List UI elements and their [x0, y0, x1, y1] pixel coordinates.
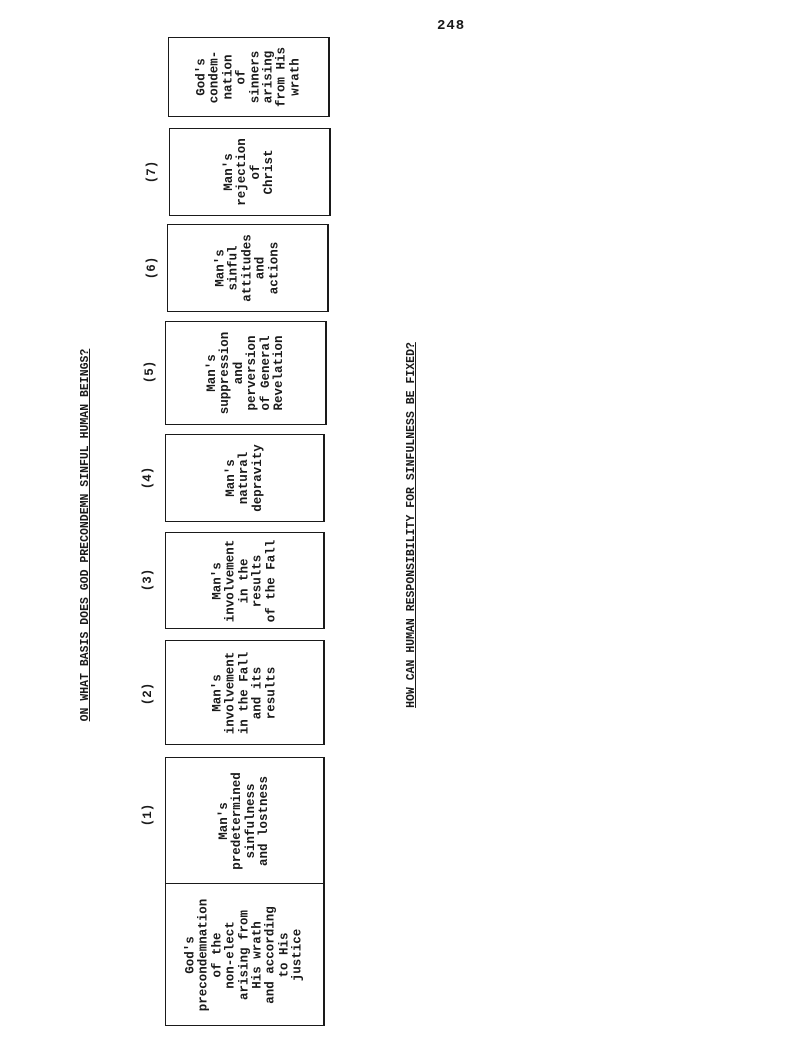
flow-box-8	[168, 37, 330, 117]
flow-box-line: actions	[266, 241, 281, 295]
flow-box-0	[165, 883, 325, 1026]
flow-box-line: and lostness	[256, 775, 271, 866]
flow-box-line: and according	[263, 905, 278, 1004]
flow-box-line: of the	[209, 932, 224, 978]
flow-box-line: results	[250, 554, 265, 607]
flow-box-text	[195, 47, 302, 107]
flow-box-line: Man's	[223, 459, 238, 497]
step-number: (6)	[145, 256, 159, 280]
flow-box-line: of the Fall	[263, 539, 278, 622]
flow-box-line: condem-	[207, 50, 222, 104]
flow-box-line: God's	[193, 58, 208, 96]
flow-box-line: and its	[250, 666, 265, 719]
flow-box-text	[184, 898, 305, 1011]
flow-box-line: sinfulness	[243, 783, 258, 859]
flow-box-line: God's	[183, 935, 198, 974]
flow-box-text	[211, 539, 278, 622]
flow-box-text	[218, 772, 272, 870]
flow-box-line: and	[231, 361, 246, 385]
flow-box-line: of	[248, 164, 263, 180]
flow-box-line: to His	[277, 932, 292, 978]
flow-box-line: Revelation	[271, 335, 286, 411]
flow-box-3	[165, 532, 325, 629]
step-number: (3)	[141, 568, 155, 592]
flow-box-line: Man's	[216, 801, 231, 840]
flow-box-line: depravity	[250, 444, 265, 512]
flow-box-line: in the Fall	[236, 651, 251, 734]
flow-box-line: nation	[220, 54, 235, 100]
flow-box-4	[165, 434, 325, 522]
flow-box-line: precondemnation	[196, 898, 211, 1011]
flow-box-line: Man's	[212, 249, 227, 287]
flow-box-line: justice	[290, 928, 305, 981]
flow-box-line: of General	[257, 335, 272, 411]
flow-box-line: His wrath	[250, 920, 265, 989]
flow-box-line: wrath	[287, 58, 302, 96]
flow-box-line: results	[263, 666, 278, 719]
flow-box-line: from His	[274, 46, 289, 108]
flow-box-1	[165, 757, 325, 884]
flow-box-line: and	[253, 256, 268, 280]
flow-box-line: predetermined	[230, 771, 245, 870]
chart-title: ON WHAT BASIS DOES GOD PRECONDEMN SINFUL HUMAN BEINGS?	[79, 348, 92, 722]
flow-box-line: Man's	[221, 153, 236, 191]
flow-box-text	[205, 332, 285, 415]
flow-box-line: Man's	[209, 561, 224, 600]
flow-box-line: of	[234, 69, 249, 85]
flow-box-text	[211, 651, 278, 734]
flow-box-7	[169, 128, 331, 216]
flow-box-line: suppression	[217, 331, 232, 415]
flow-box-line: Man's	[209, 673, 224, 712]
flow-box-line: non-elect	[223, 920, 238, 989]
flow-box-line: in the	[236, 557, 251, 604]
flow-box-5	[165, 321, 327, 425]
flow-box-line: perversion	[244, 335, 259, 411]
flow-box-line: rejection	[235, 138, 250, 206]
step-number: (4)	[141, 466, 155, 490]
step-number: (2)	[141, 682, 155, 706]
flow-box-line: Christ	[261, 149, 276, 195]
flow-box-line: arising	[260, 50, 275, 104]
step-number: (5)	[143, 360, 157, 384]
flow-box-text	[214, 234, 281, 302]
flow-box-line: attitudes	[239, 234, 254, 302]
chart-question: HOW CAN HUMAN RESPONSIBILITY FOR SINFULNESS BE FIXED?	[405, 342, 418, 708]
flow-box-line: arising from	[236, 909, 251, 1000]
flow-box-text	[223, 138, 277, 206]
flow-box-line: involvement	[223, 651, 238, 734]
flow-box-line: involvement	[223, 539, 238, 622]
flow-box-line: sinners	[247, 50, 262, 104]
step-number: (1)	[141, 803, 155, 827]
flow-box-text	[224, 444, 264, 512]
flow-box-6	[167, 224, 329, 312]
flow-box-line: Man's	[204, 354, 219, 392]
flow-box-2	[165, 640, 325, 745]
step-number: (7)	[145, 160, 159, 184]
flow-box-line: sinful	[226, 245, 241, 291]
flow-box-line: natural	[236, 451, 251, 505]
page-number: 248	[437, 18, 466, 34]
